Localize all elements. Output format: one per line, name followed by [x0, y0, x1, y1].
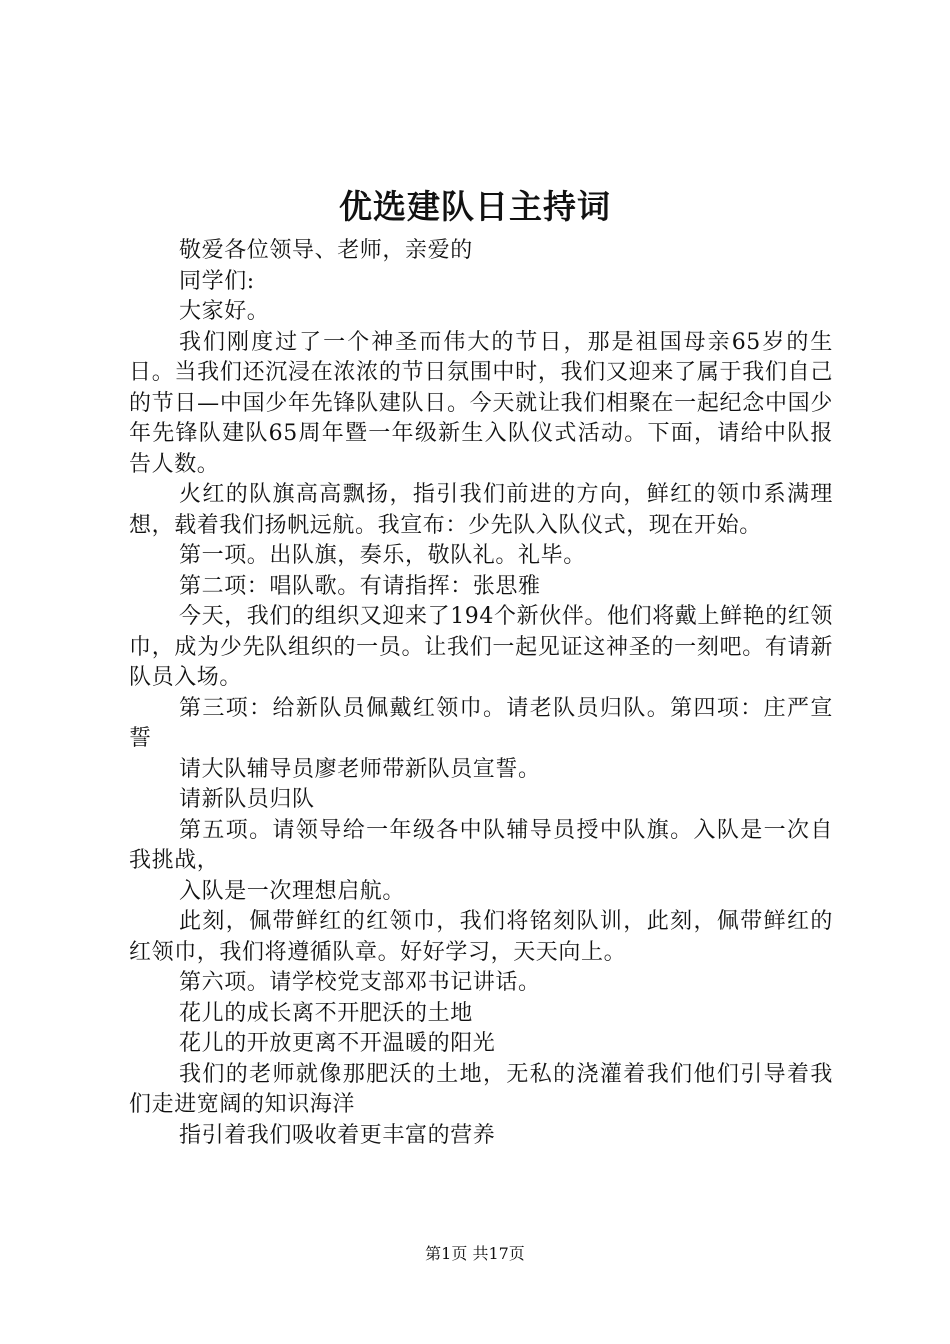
- page-footer: 第1页 共17页: [425, 1244, 525, 1263]
- paragraph: 请新队员归队: [179, 787, 315, 812]
- paragraph: 花儿的开放更离不开温暖的阳光: [179, 1031, 496, 1056]
- paragraph: 第三项：给新队员佩戴红领巾。请老队员归队。第四项：庄严宣誓: [129, 695, 833, 751]
- paragraph: 同学们:: [179, 268, 255, 294]
- paragraph: 指引着我们吸收着更丰富的营养: [179, 1122, 496, 1148]
- paragraph: 我们的老师就像那肥沃的土地，无私的浇灌着我们他们引导着我们走进宽阔的知识海洋: [129, 1061, 833, 1117]
- paragraph: 火红的队旗高高飘扬，指引我们前进的方向，鲜红的领巾系满理想，载着我们扬帆远航。我宣布：少先队入队仪式，现在开始。: [129, 482, 833, 538]
- paragraph: 敬爱各位领导、老师，亲爱的: [179, 238, 473, 263]
- paragraph: 入队是一次理想启航。: [179, 878, 406, 904]
- paragraph: 第二项：唱队歌。有请指挥：张思雅: [179, 573, 541, 599]
- paragraph: 请大队辅导员廖老师带新队员宣誓。: [179, 756, 541, 782]
- document-title: 优选建队日主持词: [339, 187, 611, 226]
- document-body: [129, 236, 833, 1151]
- paragraph: 第六项。请学校党支部邓书记讲话。: [179, 970, 541, 995]
- paragraph: 此刻，佩带鲜红的红领巾，我们将铭刻队训，此刻，佩带鲜红的红领巾，我们将遵循队章。好好学习，天天向上。: [129, 909, 833, 965]
- paragraph: 第一项。出队旗，奏乐，敬队礼。礼毕。: [179, 543, 586, 568]
- paragraph: 今天，我们的组织又迎来了194个新伙伴。他们将戴上鲜艳的红领巾，成为少先队组织的一员。让我们一起见证这神圣的一刻吧。有请新队员入场。: [129, 604, 833, 690]
- paragraph: 我们刚度过了一个神圣而伟大的节日，那是祖国母亲65岁的生日。当我们还沉浸在浓浓的节日氛围中时，我们又迎来了属于我们自己的节日—中国少年先锋队建队日。今天就让我们相聚在一起纪念中国少年先锋队建队65周年暨一年级新生入队仪式活动。下面，请给中队报告人数。: [129, 329, 833, 477]
- paragraph: 大家好。: [179, 299, 270, 324]
- paragraph: 第五项。请领导给一年级各中队辅导员授中队旗。入队是一次自我挑战，: [129, 817, 833, 873]
- paragraph: 花儿的成长离不开肥沃的土地: [179, 1000, 473, 1026]
